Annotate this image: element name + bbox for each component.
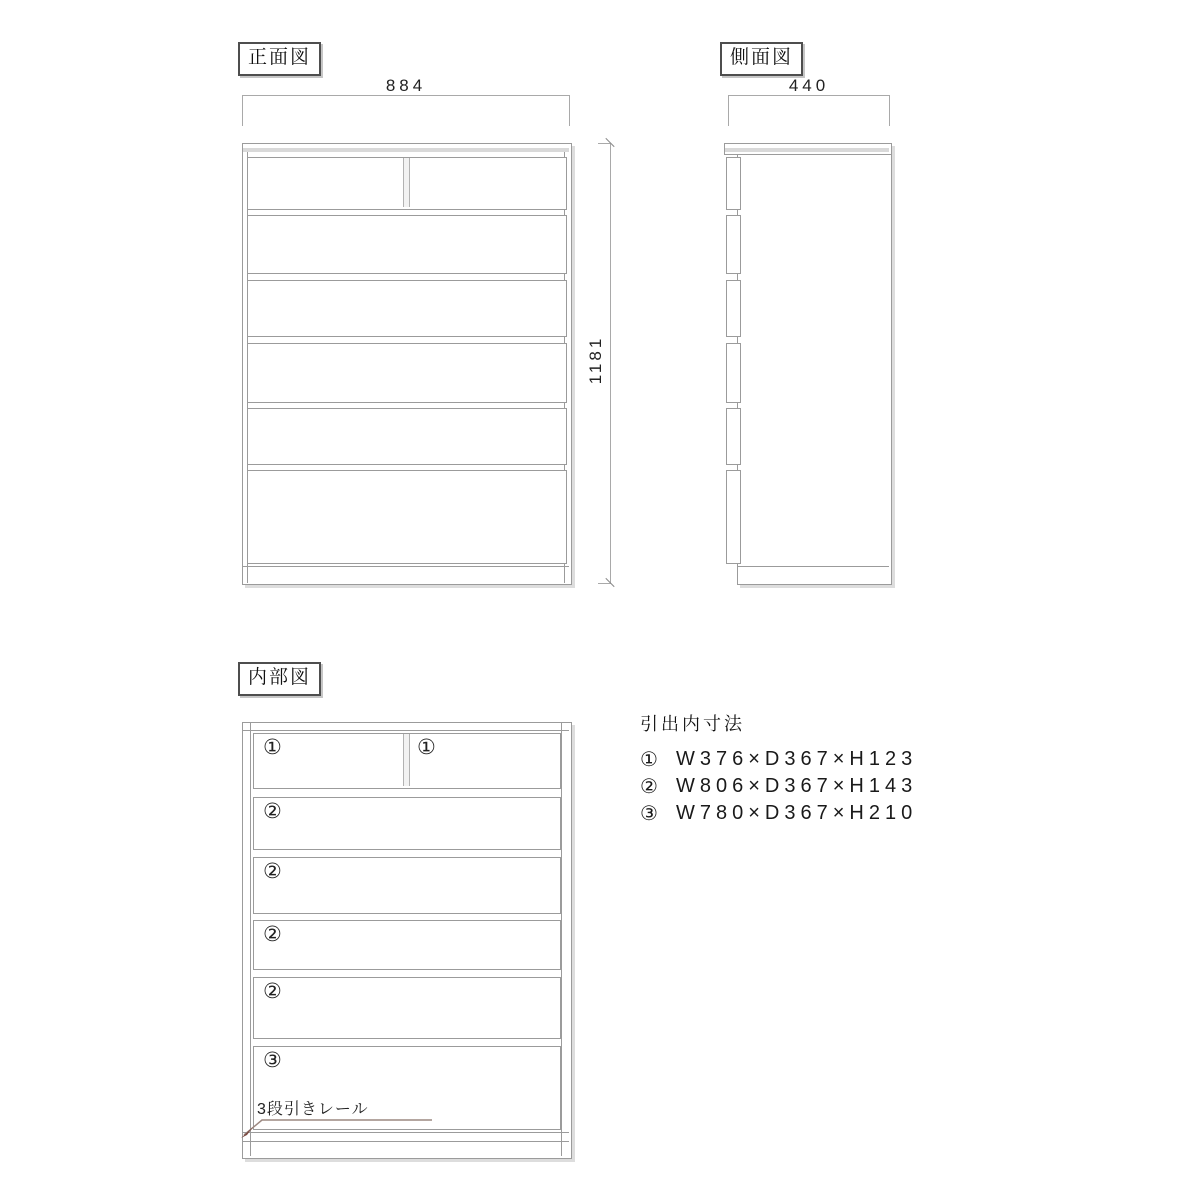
side-drawer-front-3 bbox=[726, 280, 741, 337]
internal-view-label-box bbox=[238, 662, 321, 696]
front-width-dimension-line bbox=[242, 95, 570, 126]
internal-view-title: 内部図 bbox=[248, 667, 312, 688]
side-drawer-front-4 bbox=[726, 343, 741, 403]
legend-dims-1: W376×D367×H123 bbox=[676, 748, 918, 770]
front-base-line bbox=[243, 566, 569, 567]
side-view-title: 側面図 bbox=[730, 47, 794, 68]
internal-drawer-row-2 bbox=[253, 797, 561, 850]
internal-drawer-mark-1-left: ① bbox=[263, 736, 282, 759]
internal-drawer-mark-6: ③ bbox=[263, 1049, 282, 1072]
side-drawer-front-6 bbox=[726, 470, 741, 564]
legend-mark-1: ① bbox=[640, 749, 658, 771]
internal-drawer-row-5 bbox=[253, 977, 561, 1039]
legend-row-3 bbox=[640, 800, 917, 827]
side-drawer-front-1 bbox=[726, 157, 741, 210]
side-body-outline bbox=[737, 143, 892, 585]
drawer-dimensions-legend bbox=[640, 710, 917, 827]
legend-row-2 bbox=[640, 773, 917, 800]
front-height-value: 1181 bbox=[586, 335, 605, 385]
internal-drawer-mark-5: ② bbox=[263, 980, 282, 1003]
front-drawer-row-3 bbox=[247, 280, 567, 337]
side-drawer-front-2 bbox=[726, 215, 741, 274]
internal-top-row-divider bbox=[403, 734, 410, 786]
front-view-label-box bbox=[238, 42, 321, 76]
internal-drawer-mark-4: ② bbox=[263, 923, 282, 946]
rail-note-leader-arrow-icon bbox=[236, 1112, 446, 1140]
legend-mark-2: ② bbox=[640, 776, 658, 798]
front-drawer-row-6 bbox=[247, 470, 567, 564]
legend-row-1 bbox=[640, 746, 917, 773]
front-drawer-row-5 bbox=[247, 408, 567, 465]
side-top-board-shadow bbox=[725, 148, 889, 152]
front-width-value: 884 bbox=[385, 76, 427, 95]
legend-dims-2: W806×D367×H143 bbox=[676, 775, 918, 797]
legend-mark-3: ③ bbox=[640, 803, 658, 825]
internal-drawer-mark-1-right: ① bbox=[417, 736, 436, 759]
internal-drawer-mark-3: ② bbox=[263, 860, 282, 883]
internal-drawer-mark-2: ② bbox=[263, 800, 282, 823]
side-width-dimension-line bbox=[728, 95, 890, 126]
internal-inner-right-line bbox=[561, 723, 562, 1156]
front-height-dimension-line bbox=[610, 143, 611, 583]
internal-bottom-line-2 bbox=[243, 1141, 569, 1142]
internal-top-inner-line bbox=[243, 730, 569, 731]
front-drawer-row-2 bbox=[247, 215, 567, 274]
front-top-board-shadow bbox=[243, 148, 569, 152]
front-top-row-divider bbox=[403, 158, 410, 207]
internal-inner-left-line bbox=[250, 723, 251, 1156]
internal-drawer-row-3 bbox=[253, 857, 561, 914]
side-base-line bbox=[738, 566, 889, 567]
side-width-value: 440 bbox=[788, 76, 830, 95]
rail-note-text: 3段引きレール bbox=[257, 1101, 369, 1118]
front-view-title: 正面図 bbox=[248, 47, 312, 68]
front-drawer-row-4 bbox=[247, 343, 567, 403]
legend-title: 引出内寸法 bbox=[640, 714, 745, 734]
side-view-label-box bbox=[720, 42, 803, 76]
side-drawer-front-5 bbox=[726, 408, 741, 465]
internal-drawer-row-4 bbox=[253, 920, 561, 970]
legend-dims-3: W780×D367×H210 bbox=[676, 802, 918, 824]
